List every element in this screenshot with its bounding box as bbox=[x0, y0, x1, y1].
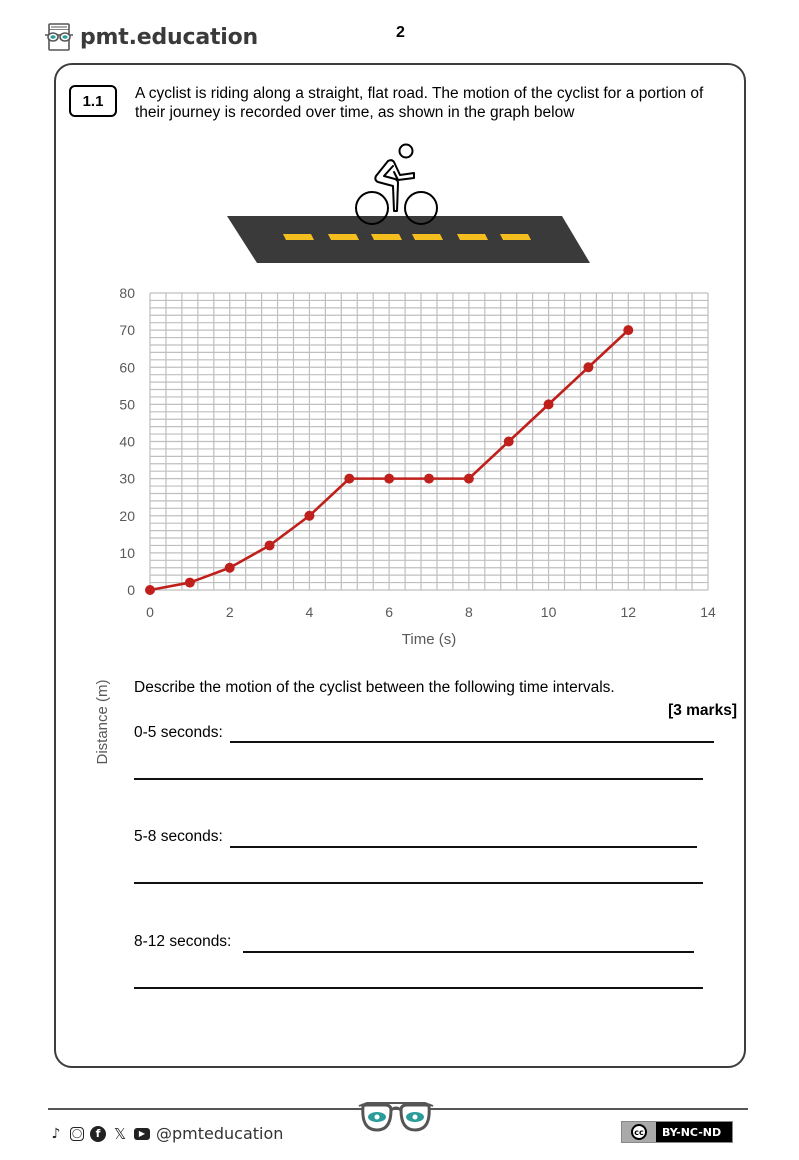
data-point bbox=[623, 325, 633, 335]
y-tick-label: 50 bbox=[119, 396, 135, 413]
x-axis-label: Time (s) bbox=[401, 631, 457, 648]
interval-label-8-12: 8-12 seconds: bbox=[134, 933, 232, 950]
interval-label-0-5: 0-5 seconds: bbox=[134, 724, 223, 741]
y-tick-label: 30 bbox=[119, 470, 135, 487]
x-tick-label: 0 bbox=[146, 604, 154, 620]
answer-line-8-12-b[interactable] bbox=[134, 987, 703, 989]
glasses-icon bbox=[357, 1100, 435, 1134]
x-tick-label: 14 bbox=[700, 604, 716, 620]
answer-line-5-8-b[interactable] bbox=[134, 882, 703, 884]
answer-line-8-12-a[interactable] bbox=[243, 951, 694, 953]
y-tick-label: 20 bbox=[119, 507, 135, 524]
data-point bbox=[304, 511, 314, 521]
data-point bbox=[344, 474, 354, 484]
facebook-icon[interactable]: f bbox=[90, 1126, 106, 1142]
data-point bbox=[544, 399, 554, 409]
brand-name: pmt.education bbox=[80, 24, 258, 50]
cyclist-icon bbox=[356, 145, 437, 225]
chart-grid bbox=[150, 293, 708, 590]
social-handle[interactable]: @pmteducation bbox=[156, 1124, 284, 1143]
x-tick-label: 4 bbox=[305, 604, 314, 620]
road bbox=[227, 216, 590, 263]
cyclist-road-illustration bbox=[222, 138, 592, 268]
marks-label: [3 marks] bbox=[668, 702, 737, 719]
data-point bbox=[583, 362, 593, 372]
x-tick-label: 6 bbox=[385, 604, 394, 620]
page-number: 2 bbox=[396, 24, 405, 41]
y-tick-label: 10 bbox=[119, 544, 135, 561]
y-axis-ticks bbox=[119, 285, 135, 598]
question-prompt: Describe the motion of the cyclist between the following time intervals. bbox=[134, 679, 615, 696]
data-point bbox=[384, 474, 394, 484]
data-point bbox=[225, 563, 235, 573]
data-point bbox=[265, 540, 275, 550]
answer-line-5-8-a[interactable] bbox=[230, 846, 697, 848]
data-point bbox=[504, 437, 514, 447]
y-tick-label: 60 bbox=[119, 359, 135, 376]
book-glasses-icon bbox=[44, 22, 74, 52]
data-point bbox=[145, 585, 155, 595]
instagram-icon[interactable]: ◯ bbox=[71, 1128, 83, 1139]
y-axis-label: Distance (m) bbox=[94, 679, 111, 765]
answer-line-0-5-a[interactable] bbox=[230, 741, 714, 743]
data-point bbox=[424, 474, 434, 484]
answer-line-0-5-b[interactable] bbox=[134, 778, 703, 780]
data-point bbox=[464, 474, 474, 484]
interval-label-5-8: 5-8 seconds: bbox=[134, 828, 223, 845]
y-tick-label: 80 bbox=[119, 285, 135, 301]
data-point bbox=[185, 578, 195, 588]
x-icon[interactable]: 𝕏 bbox=[113, 1124, 127, 1143]
y-tick-label: 70 bbox=[119, 322, 135, 339]
x-tick-label: 10 bbox=[540, 604, 557, 620]
brand-logo bbox=[44, 22, 258, 52]
cc-logo-icon: cc bbox=[622, 1122, 656, 1142]
question-number: 1.1 bbox=[69, 85, 117, 117]
x-tick-label: 12 bbox=[620, 604, 637, 620]
tiktok-icon[interactable]: ♪ bbox=[51, 1125, 61, 1142]
x-axis-ticks bbox=[146, 604, 716, 620]
license-text: BY-NC-ND bbox=[662, 1125, 722, 1139]
youtube-icon[interactable]: ▶ bbox=[134, 1128, 150, 1140]
question-intro: A cyclist is riding along a straight, flat road. The motion of the cyclist for a portion of their journey is recorded over time, as shown in the graph below bbox=[135, 85, 704, 121]
x-tick-label: 2 bbox=[225, 604, 234, 620]
license-badge bbox=[621, 1121, 733, 1143]
y-tick-label: 40 bbox=[119, 433, 135, 450]
x-tick-label: 8 bbox=[464, 604, 473, 620]
y-tick-label: 0 bbox=[127, 582, 135, 598]
social-links bbox=[48, 1124, 283, 1143]
